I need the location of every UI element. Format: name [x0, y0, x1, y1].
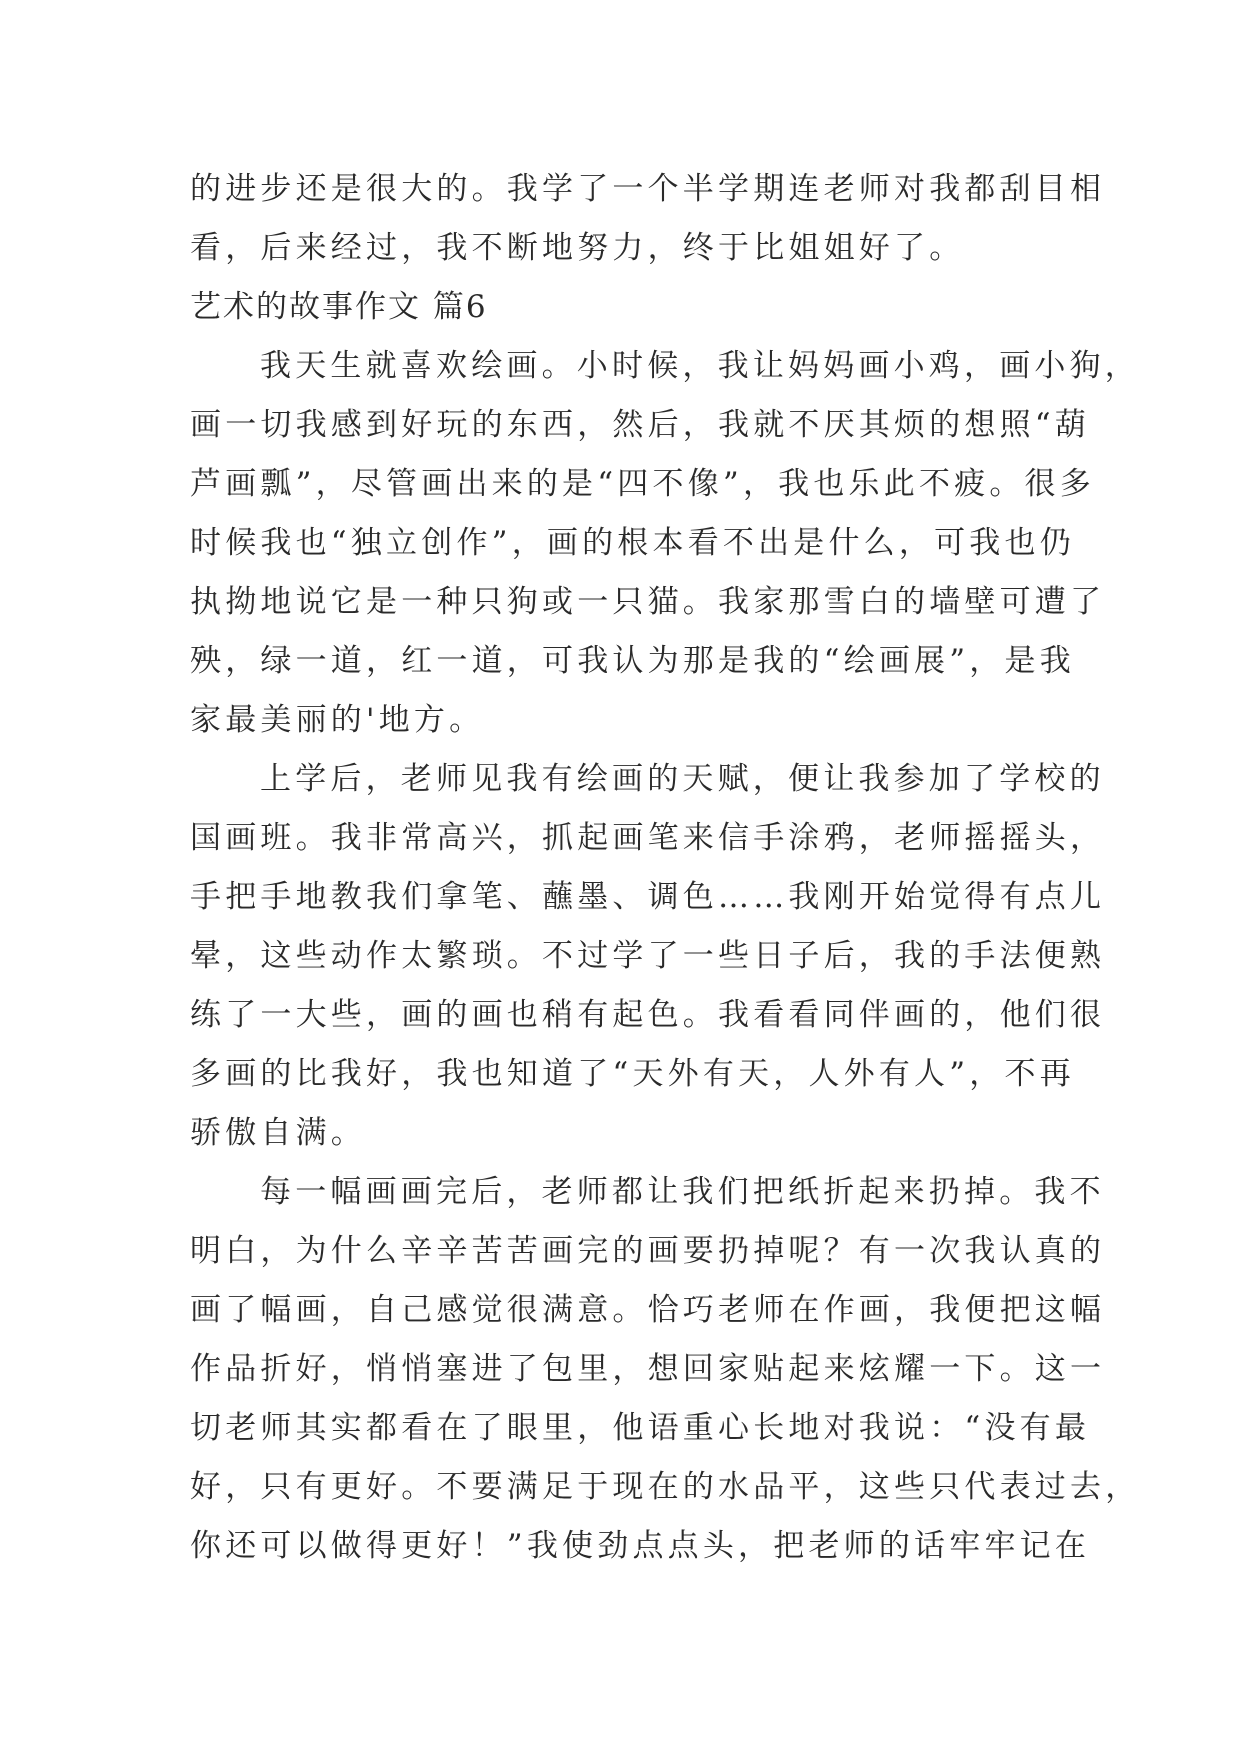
text-line: 切老师其实都看在了眼里，他语重心长地对我说：“没有最: [190, 1410, 1091, 1446]
document-body: [190, 160, 1141, 1576]
text-line: 看，后来经过，我不断地努力，终于比姐姐好了。: [190, 230, 965, 266]
text-line: 手把手地教我们拿笔、蘸墨、调色……我刚开始觉得有点儿: [190, 879, 1106, 915]
section-heading: 艺术的故事作文 篇6: [190, 289, 488, 325]
paragraph: [190, 337, 1140, 750]
paragraph: [190, 1163, 1141, 1576]
text-line: 骄傲自满。: [190, 1115, 366, 1151]
text-line: 你还可以做得更好！”我使劲点点头，把老师的话牢牢记在: [190, 1528, 1091, 1564]
text-line: 明白，为什么辛辛苦苦画完的画要扔掉呢？有一次我认真的: [190, 1233, 1106, 1269]
text-line: 每一幅画画完后，老师都让我们把纸折起来扔掉。我不: [260, 1174, 1105, 1210]
text-line: 殃，绿一道，红一道，可我认为那是我的“绘画展”，是我: [190, 643, 1075, 679]
text-line: 多画的比我好，我也知道了“天外有天，人外有人”，不再: [190, 1056, 1075, 1092]
text-line: 晕，这些动作太繁琐。不过学了一些日子后，我的手法便熟: [190, 938, 1106, 974]
paragraph: [190, 750, 1106, 1163]
text-line: 画了幅画，自己感觉很满意。恰巧老师在作画，我便把这幅: [190, 1292, 1106, 1328]
text-line: 练了一大些，画的画也稍有起色。我看看同伴画的，他们很: [190, 997, 1106, 1033]
text-line: 作品折好，悄悄塞进了包里，想回家贴起来炫耀一下。这一: [190, 1351, 1106, 1387]
text-line: 画一切我感到好玩的东西，然后，我就不厌其烦的想照“葫: [190, 407, 1091, 443]
text-line: 家最美丽的'地方。: [190, 702, 485, 738]
text-line: 的进步还是很大的。我学了一个半学期连老师对我都刮目相: [190, 171, 1106, 207]
text-line: 时候我也“独立创作”，画的根本看不出是什么，可我也仍: [190, 525, 1075, 561]
text-line: 芦画瓢”，尽管画出来的是“四不像”，我也乐此不疲。很多: [190, 466, 1095, 502]
text-line: 上学后，老师见我有绘画的天赋，便让我参加了学校的: [260, 761, 1105, 797]
text-line: 我天生就喜欢绘画。小时候，我让妈妈画小鸡，画小狗，: [260, 348, 1140, 384]
text-line: 国画班。我非常高兴，抓起画笔来信手涂鸦，老师摇摇头，: [190, 820, 1106, 856]
text-line: 执拗地说它是一种只狗或一只猫。我家那雪白的墙壁可遭了: [190, 584, 1106, 620]
text-line: 好，只有更好。不要满足于现在的水品平，这些只代表过去，: [190, 1469, 1141, 1505]
